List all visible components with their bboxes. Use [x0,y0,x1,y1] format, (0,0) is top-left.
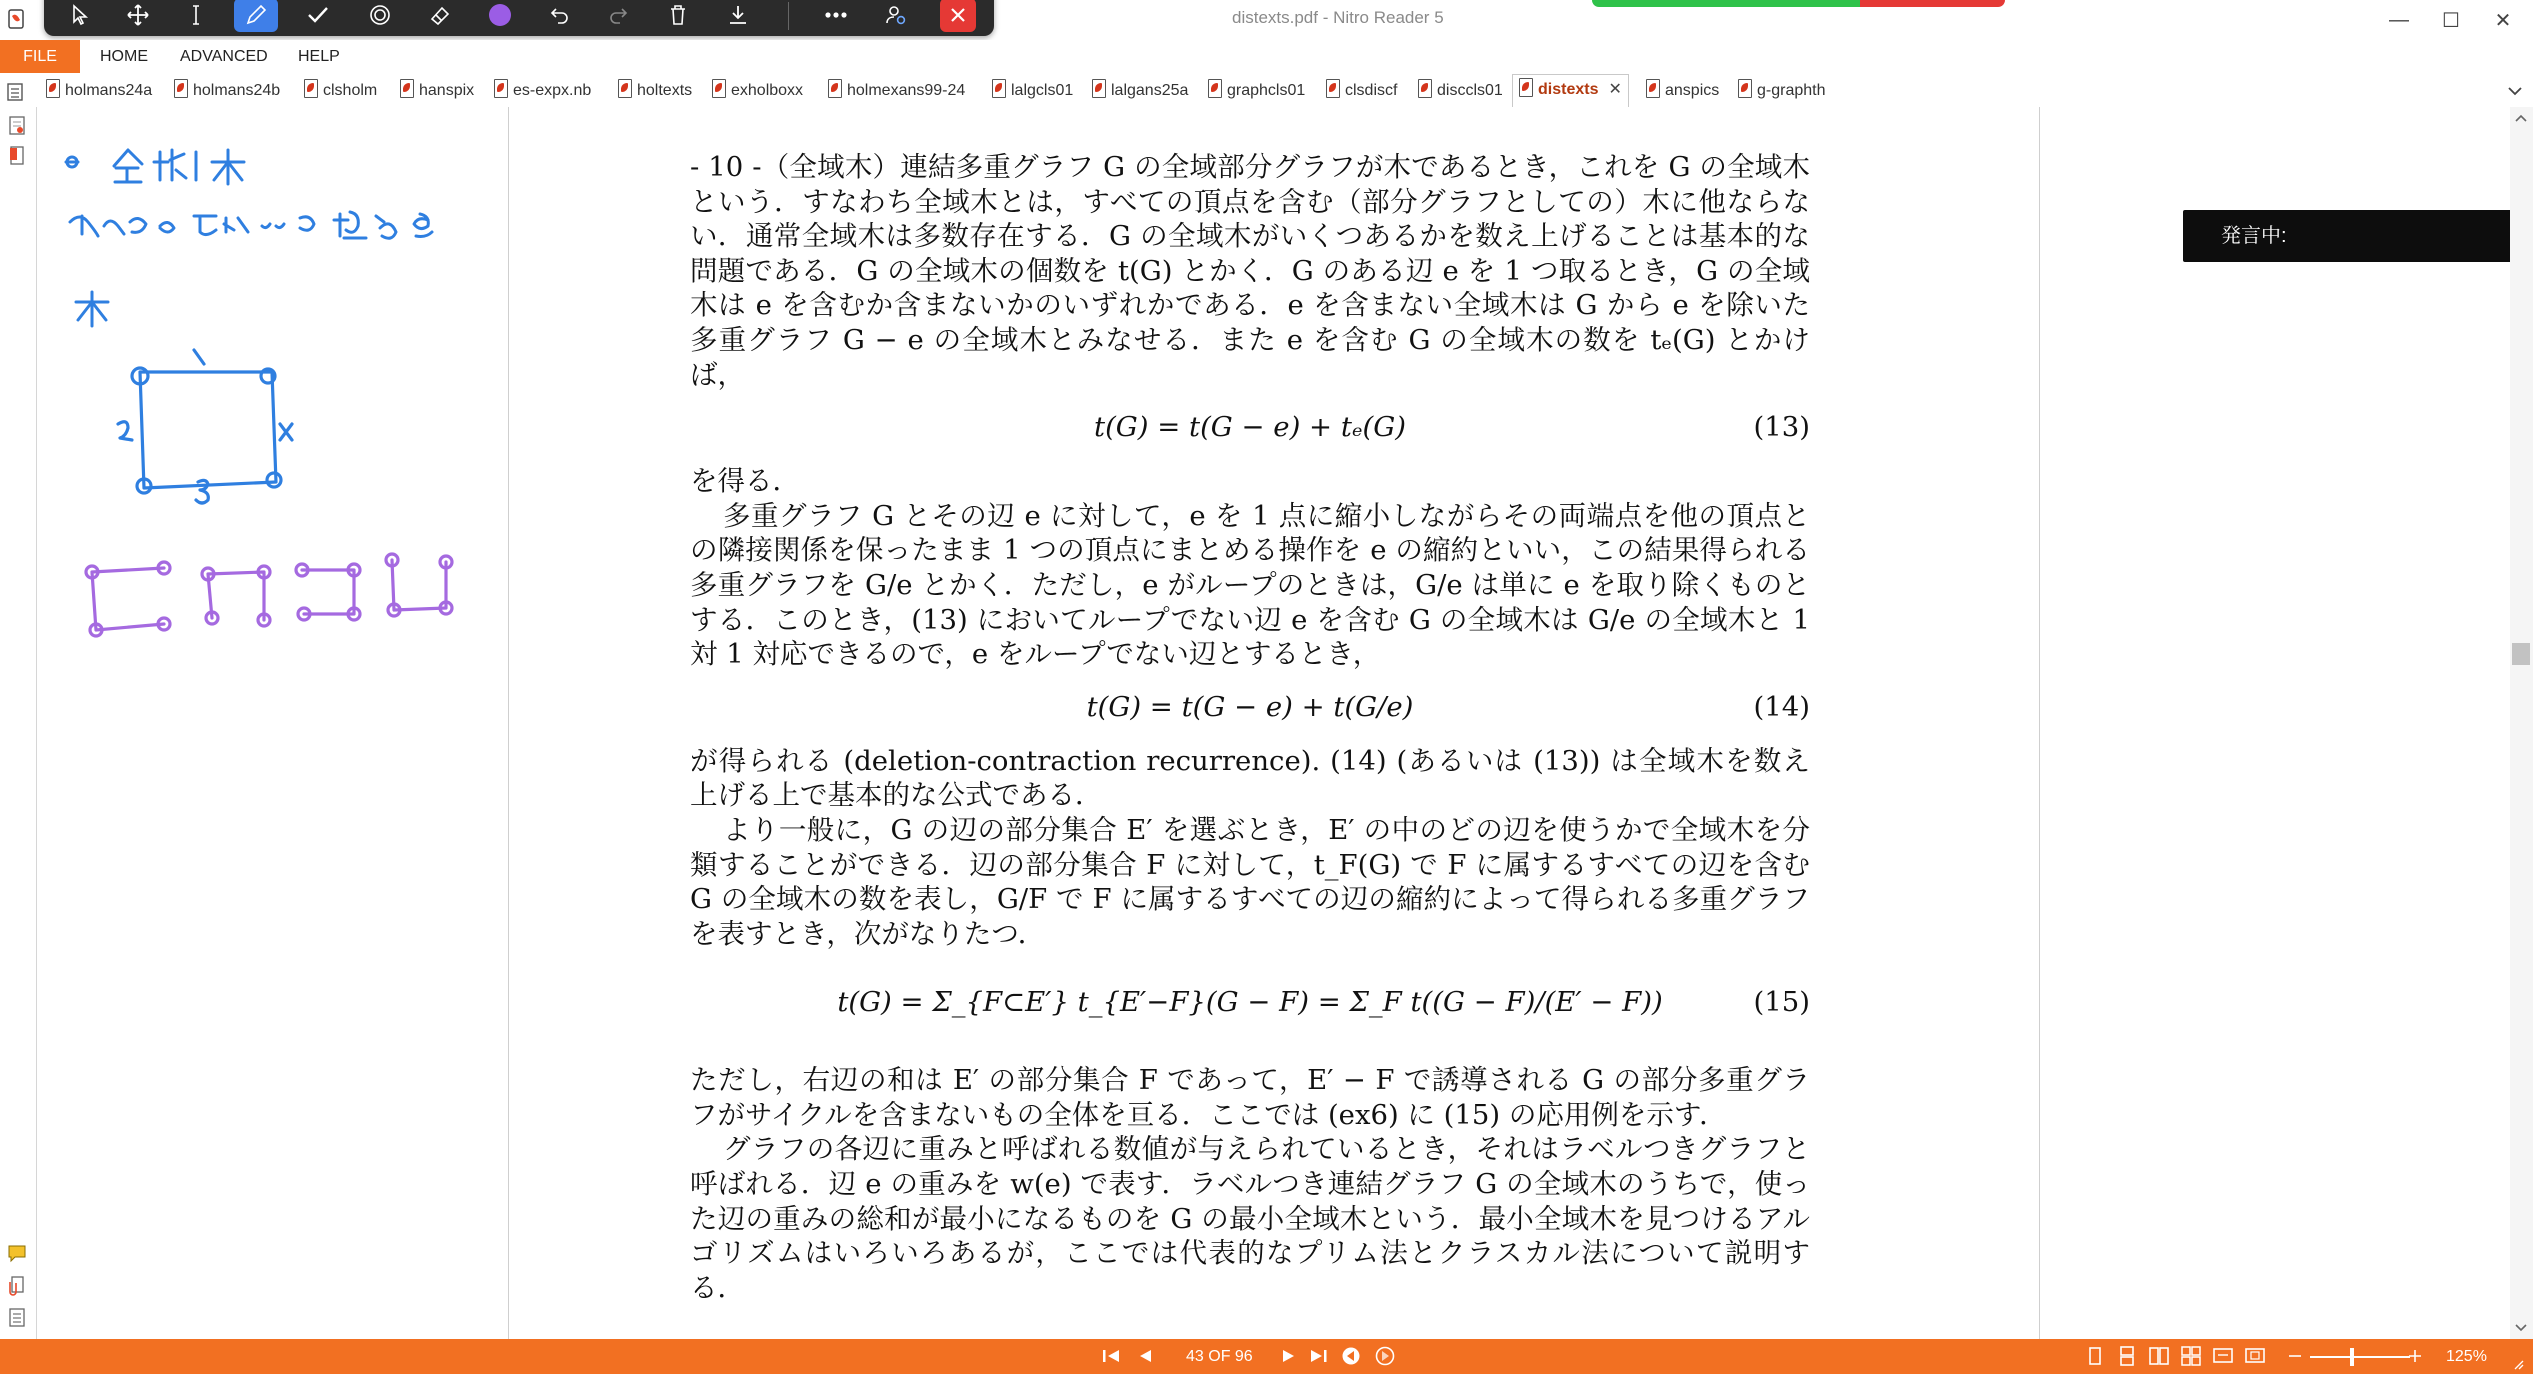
equation-14 [690,672,1810,744]
tab-distexts[interactable]: distexts ✕ [1512,74,1629,108]
tab-close-icon[interactable]: ✕ [1608,81,1622,98]
page-indicator[interactable]: 43 OF 96 [1186,1348,1253,1365]
trash-icon[interactable] [656,0,700,32]
close-icon[interactable] [940,0,976,32]
tab-graphcls01[interactable]: graphcls01 [1208,76,1305,106]
tab-clsdiscf[interactable]: clsdiscf [1326,76,1397,106]
pdf-file-icon [1208,79,1222,98]
output-panel-icon[interactable] [6,1306,28,1328]
nitro-logo-icon[interactable] [6,8,28,32]
vertical-scrollbar[interactable] [2510,107,2533,1339]
equation-13-formula: t(G) = t(G − e) + tₑ(G) [1094,411,1406,444]
window-title: distexts.pdf - Nitro Reader 5 [1232,8,1444,27]
pdf-file-icon [828,79,842,98]
paragraph-general-case: より一般に，G の辺の部分集合 E′ を選ぶとき，E′ の中のどの辺を使うかで全域木を分類することができる．辺の部分集合 F に対して，t_F(G) で F に属するすべての辺を含む G の全域木の数を表し，G/F で F に属するすべての辺の縮約によって得られる多重グラフを表すとき，次がなりたつ． [690,813,1810,950]
pdf-file-icon [1092,79,1106,98]
pdf-file-icon [1519,78,1533,97]
equation-14-number: (14) [1753,690,1810,723]
tab-disccls01[interactable]: disccls01 [1418,76,1503,106]
pdf-file-icon [1418,79,1432,98]
menu-bar [0,40,2533,73]
select-arrow-icon[interactable] [58,0,102,32]
pdf-file-icon [46,79,60,98]
tab-hanspix[interactable]: hanspix [400,76,474,106]
equation-15 [690,951,1810,1063]
scroll-down-arrow-icon[interactable] [2515,1324,2527,1332]
equation-15-number: (15) [1753,986,1810,1019]
tab-exholboxx[interactable]: exholboxx [712,76,803,106]
comments-icon[interactable] [6,1242,28,1264]
settings-icon[interactable] [874,0,918,32]
tab-es-expx[interactable]: es-expx.nb [494,76,591,106]
facing-view-icon[interactable] [2148,1346,2170,1366]
last-page-icon[interactable] [1308,1346,1330,1366]
more-icon[interactable] [814,0,858,32]
scrollbar-thumb[interactable] [2512,643,2530,665]
tab-holmans24a[interactable]: holmans24a [46,76,152,106]
pdf-file-icon [494,79,508,98]
fit-page-icon[interactable] [2244,1346,2266,1366]
left-panel-rail [0,107,37,1339]
tab-lalgcls01[interactable]: lalgcls01 [992,76,1073,106]
next-page-icon[interactable] [1278,1346,1300,1366]
zoom-level[interactable]: 125% [2446,1348,2487,1365]
paragraph-deletion-contraction: が得られる (deletion-contraction recurrence). (14) (あるいは (13)) は全域木を数え上げる上で基本的な公式である． [690,744,1810,812]
equation-13-number: (13) [1753,411,1810,444]
facing-continuous-view-icon[interactable] [2180,1346,2202,1366]
menu-help[interactable]: HELP [298,48,340,65]
continuous-view-icon[interactable] [2116,1346,2138,1366]
checkmark-icon[interactable] [296,0,340,32]
zoom-out-icon[interactable] [2284,1346,2306,1366]
resize-grip-icon[interactable] [2512,1358,2524,1372]
close-window-button[interactable]: ✕ [2494,9,2512,32]
back-view-icon[interactable] [1340,1346,1362,1366]
pdf-file-icon [992,79,1006,98]
tab-anspics[interactable]: anspics [1646,76,1719,106]
pdf-file-icon [1646,79,1660,98]
paragraph-spanning-tree-definition: - 10 -（全域木）連結多重グラフ G の全域部分グラフが木であるとき，これを G の全域木という．すなわち全域木とは，すべての頂点を含む（部分グラフとしての）木に他ならない．通常全域木は多数存在する．G の全域木がいくつあるかを数え上げることは基本的な問題である．G の全域木の個数を t(G) とかく．G のある辺 e を 1 つ取るとき，G の全域木は e を含むか含まないかのいずれかである．e を含まない全域木は G から e を除いた多重グラフ G − e の全域木とみなせる．また e を含む G の全域木の数を tₑ(G) とかけば， [690,151,1810,391]
pdf-file-icon [712,79,726,98]
pdf-page-content [690,150,1810,1305]
maximize-button[interactable]: ☐ [2442,9,2460,32]
pen-icon[interactable] [234,0,278,32]
pdf-file-icon [1326,79,1340,98]
bookmarks-icon[interactable] [6,144,28,166]
download-icon[interactable] [716,0,760,32]
tab-list-icon[interactable] [6,82,24,102]
zoom-in-icon[interactable] [2404,1346,2426,1366]
tab-holtexts[interactable]: holtexts [618,76,692,106]
pdf-file-icon [618,79,632,98]
page-thumbnails-icon[interactable] [6,114,28,136]
single-page-view-icon[interactable] [2084,1346,2106,1366]
pdf-file-icon [304,79,318,98]
menu-home[interactable]: HOME [100,48,148,65]
redo-icon[interactable] [596,0,640,32]
equation-15-formula: t(G) = Σ_{F⊂E′} t_{E′−F}(G − F) = Σ_F t((G − F)/(E′ − F)) [837,986,1663,1019]
paragraph-sum-range: ただし，右辺の和は E′ の部分集合 F であって，E′ − F で誘導される G の部分多重グラフがサイクルを含まないもの全体を亘る．ここでは (ex6) に (15) の応用例を示す． [690,1064,1810,1131]
menu-file[interactable]: FILE [0,40,80,73]
paragraph-contraction: 多重グラフ G とその辺 e に対して，e を 1 点に縮小しながらその両端点を他の頂点との隣接関係を保ったまま 1 つの頂点にまとめる操作を e の縮約といい，この結果得られる多重グラフを G/e とかく．ただし，e がループのときは，G/e は単に e を取り除くものとする．このとき，(13) においてループでない辺 e を含む G の全域木は G/e の全域木と 1 対 1 対応できるので，e をループでない辺とするとき， [690,499,1810,671]
tab-lalgans25a[interactable]: lalgans25a [1092,76,1188,106]
highlighter-icon[interactable] [358,0,402,32]
page-right-edge [2039,107,2040,1339]
previous-page-icon[interactable] [1134,1346,1156,1366]
pen-toolbar [44,0,994,36]
pdf-file-icon [1738,79,1752,98]
fit-width-icon[interactable] [2212,1346,2234,1366]
toolbar-separator [788,2,789,30]
attachments-icon[interactable] [6,1274,28,1296]
tab-holmans24b[interactable]: holmans24b [174,76,280,106]
text-cursor-icon[interactable] [174,0,218,32]
tabs-overflow-chevron-icon[interactable] [2508,86,2522,96]
tab-clsholm[interactable]: clsholm [304,76,377,106]
forward-view-icon[interactable] [1374,1346,1396,1366]
page-left-edge [508,107,509,1339]
pdf-file-icon [174,79,188,98]
color-swatch-icon[interactable] [478,0,522,32]
paragraph-obtain: を得る． [690,465,800,498]
zoom-slider-knob[interactable] [2350,1348,2354,1366]
eraser-icon[interactable] [418,0,462,32]
undo-icon[interactable] [538,0,582,32]
pdf-file-icon [400,79,414,98]
sharing-indicator-red [1860,0,2005,7]
sharing-indicator-green [1592,0,1860,7]
pan-icon[interactable] [116,0,160,32]
paragraph-minimum-spanning-tree: グラフの各辺に重みと呼ばれる数値が与えられているとき，それはラベルつきグラフと呼ばれる．辺 e の重みを w(e) で表す．ラベルつき連結グラフ G の全域木のうちで，使った辺の重みの総和が最小になるものを G の最小全域木という．最小全域木を見つけるアルゴリズムはいろいろあるが，ここでは代表的なプリム法とクラスカル法について説明する． [690,1133,1810,1304]
speaking-indicator: 発言中: [2183,210,2525,262]
zoom-slider[interactable] [2310,1356,2410,1358]
minimize-button[interactable]: — [2389,8,2409,31]
menu-advanced[interactable]: ADVANCED [180,48,268,65]
tab-g-graphth[interactable]: g-graphth [1738,76,1826,106]
scroll-up-arrow-icon[interactable] [2515,114,2527,122]
equation-13 [690,392,1810,464]
first-page-icon[interactable] [1100,1346,1122,1366]
tab-holmexans99-24[interactable]: holmexans99-24 [828,76,965,106]
equation-14-formula: t(G) = t(G − e) + t(G/e) [1086,690,1414,723]
